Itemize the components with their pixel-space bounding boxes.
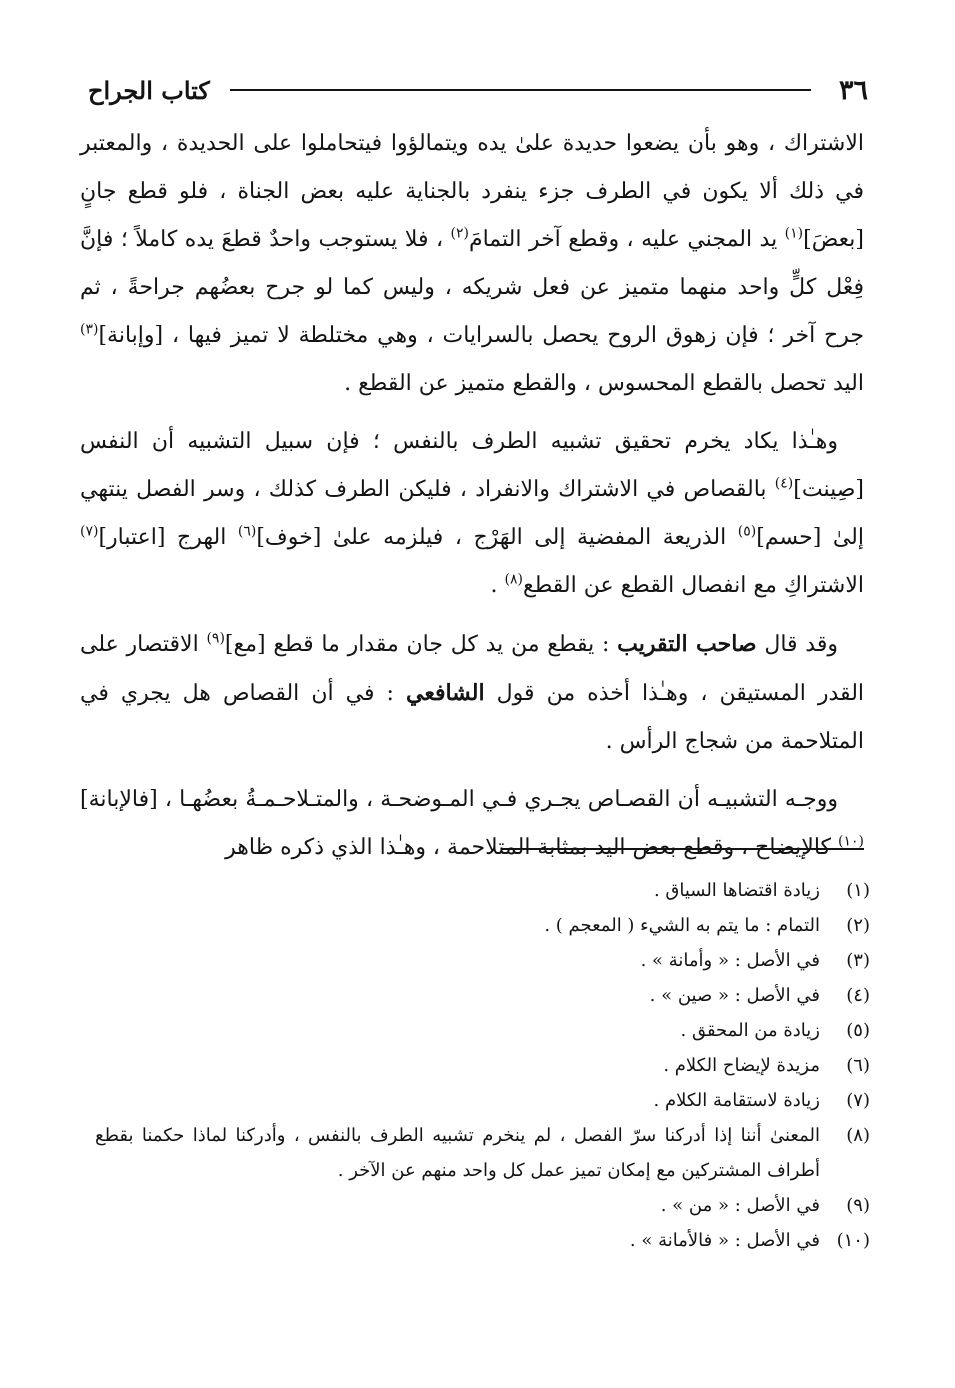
- footnote-text: مزيدة لإيضاح الكلام .: [663, 1055, 820, 1076]
- footnote: [95, 1118, 870, 1188]
- footnote-number: (٢): [846, 915, 870, 936]
- running-title: كتاب الجراح: [88, 75, 210, 105]
- footnote-marker: (١٠): [838, 833, 864, 850]
- text-segment: اليد تحصل بالقطع المحسوس ، والقطع متميز عن القطع .: [344, 371, 864, 396]
- footnote-separator: [502, 848, 864, 850]
- text-segment: الاشتراكِ مع انفصال القطع عن القطع: [523, 573, 864, 598]
- footnote-marker: (٦): [237, 523, 257, 540]
- footnote-text: في الأصل : « فالأمانة » .: [629, 1230, 820, 1251]
- footnote-marker: (٥): [737, 523, 757, 540]
- footnote-text: في الأصل : « وأمانة » .: [640, 950, 820, 971]
- text-segment: الاشتراك ، وهو بأن يضعوا حديدة علىٰ يده ويتمالؤوا فيتحاملوا على الحديدة ، والمعتبر في ذلك ألا يكون في الطرف جزء ينفرد بالجناية عليه بعض الجناة ، فلو قطع جانٍ [بعضَ]: [80, 131, 865, 252]
- emphasized-name: صاحب التقريب: [617, 631, 757, 657]
- text-segment: يد المجني عليه ، وقطع آخر التمامَ: [468, 227, 785, 252]
- text-segment: كالإيضاح ، وقطع بعض اليد بمثابة المتلاحمة ، وهـٰذا الذي ذكره ظاهر: [225, 835, 839, 860]
- footnote: [95, 978, 870, 1013]
- footnote-marker: (٩): [206, 630, 225, 647]
- text-segment: الذريعة المفضية إلى الهَرْج ، فيلزمه علىٰ [خوف]: [256, 525, 738, 550]
- page-number: ٣٦: [838, 74, 868, 106]
- footnote: [95, 1013, 870, 1048]
- emphasized-name: الشافعي: [406, 680, 485, 706]
- footnote-marker: (٨): [504, 571, 524, 588]
- footnote-text: في الأصل : « صين » .: [649, 985, 820, 1006]
- footnote: [95, 1188, 870, 1223]
- footnote-number: (٨): [846, 1125, 870, 1146]
- footnote-text: زيادة من المحقق .: [680, 1020, 820, 1041]
- footnote-text: في الأصل : « من » .: [660, 1195, 820, 1216]
- text-segment: الاقتصار على القدر المستيقن ، وهـٰذا أخذه من قول: [80, 632, 865, 706]
- footnote: [95, 873, 870, 908]
- paragraph: [80, 620, 864, 766]
- header-rule: [230, 89, 811, 91]
- text-segment: وقد قال: [756, 632, 838, 657]
- footnote-number: (٤): [846, 985, 870, 1006]
- footnote-number: (٥): [846, 1020, 870, 1041]
- text-segment: بالقصاص في الاشتراك والانفراد ، فليكن الطرف كذلك ، وسر الفصل ينتهي إلىٰ [حسم]: [80, 477, 864, 550]
- main-text: [80, 120, 864, 882]
- footnote-number: (١٠): [836, 1230, 870, 1251]
- paragraph: [80, 776, 864, 872]
- text-segment: ، فلا يستوجب واحدٌ قطعَ يده كاملاً ؛ فإنَّ فِعْل كلٍّ واحد منهما متميز عن فعل شريكه ، وليس كما لو جرح بعضُهم جراحةً ، ثم جرح آخر ؛ فإن زهوق الروح يحصل بالسرايات ، وهي مختلطة لا تميز فيها ، [وإبانة]: [80, 227, 864, 348]
- text-segment: الهرج [اعتبار]: [98, 525, 238, 550]
- footnote: [95, 943, 870, 978]
- footnote-number: (٩): [846, 1195, 870, 1216]
- footnote-text: زيادة لاستقامة الكلام .: [653, 1090, 820, 1111]
- footnote-text: المعنىٰ أننا إذا أدركنا سرّ الفصل ، لم ينخرم تشبيه الطرف بالنفس ، وأدركنا لماذا حكمنا بقطع أطراف المشتركين مع إمكان تميز عمل كل واحد منهم عن الآخر .: [95, 1125, 820, 1181]
- text-segment: ووجـه التشبيـه أن القصـاص يجـري فـي المـوضحـة ، والمتـلاحـمـةُ بعضُهـا ، [فالإبانة]: [80, 787, 838, 812]
- footnote-number: (٣): [846, 950, 870, 971]
- footnote-marker: (٧): [80, 523, 99, 540]
- footnote-number: (١): [846, 880, 870, 901]
- paragraph: [80, 418, 864, 610]
- footnote-marker: (٣): [80, 321, 99, 338]
- footnote-text: التمام : ما يتم به الشيء ( المعجم ) .: [544, 915, 820, 936]
- text-segment: : يقطع من يد كل جان مقدار ما قطع [مع]: [224, 632, 618, 657]
- footnote-marker: (٢): [450, 225, 469, 242]
- paragraph: [80, 120, 864, 408]
- footnote: [95, 1083, 870, 1118]
- footnote-number: (٧): [846, 1090, 870, 1111]
- footnote: [95, 908, 870, 943]
- text-segment: وهـٰذا يكاد يخرم تحقيق تشبيه الطرف بالنفس ؛ فإن سبيل التشبيه أن النفس [صِينت]: [80, 429, 864, 502]
- footnotes: [95, 873, 870, 1258]
- page-header: [88, 70, 868, 110]
- footnote-text: زيادة اقتضاها السياق .: [653, 880, 820, 901]
- text-segment: : في أن القصاص هل يجري في المتلاحمة من شجاج الرأس .: [80, 681, 864, 754]
- footnote: [95, 1223, 870, 1258]
- footnote-marker: (٤): [774, 475, 794, 492]
- footnote-number: (٦): [846, 1055, 870, 1076]
- text-segment: .: [490, 573, 505, 598]
- footnote-marker: (١): [784, 225, 804, 242]
- footnote: [95, 1048, 870, 1083]
